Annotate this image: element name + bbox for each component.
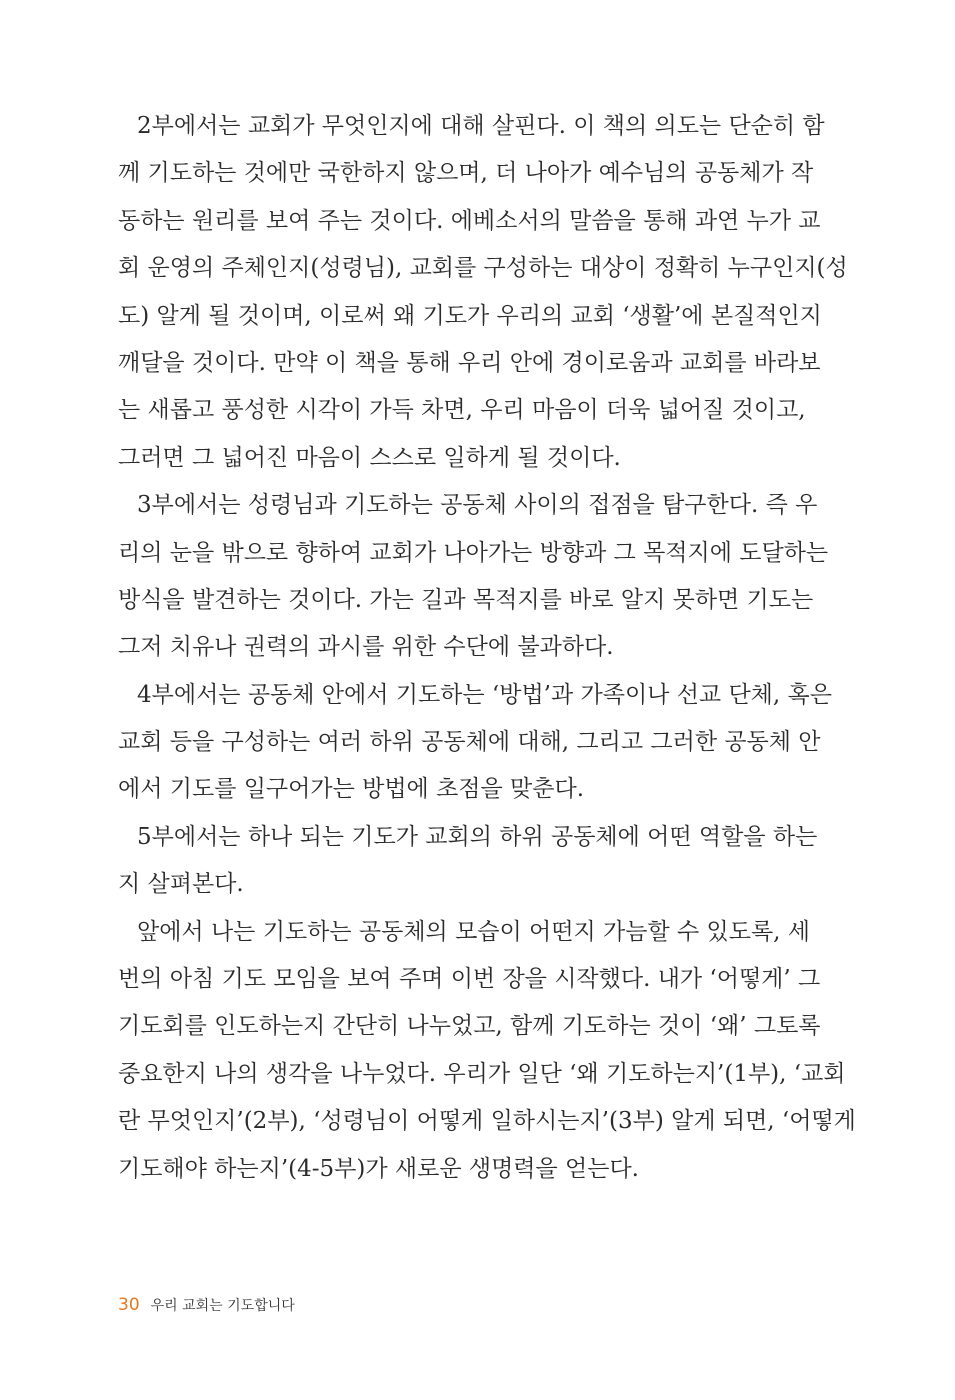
text-line: 5부에서는 하나 되는 기도가 교회의 하위 공동체에 어떤 역할을 하는 (137, 823, 818, 850)
text-line: 번의 아침 기도 모임을 보여 주며 이번 장을 시작했다. 내가 ‘어떻게’ 그 (118, 966, 821, 993)
text-line: 앞에서 나는 기도하는 공동체의 모습이 어떤지 가늠할 수 있도록, 세 (137, 918, 810, 945)
text-line: 동하는 원리를 보여 주는 것이다. 에베소서의 말씀을 통해 과연 누가 교 (118, 207, 821, 234)
text-line: 는 새롭고 풍성한 시각이 가득 차면, 우리 마음이 더욱 넓어질 것이고, (118, 397, 806, 424)
page-number: 30 (118, 1295, 140, 1315)
text-line: 기도해야 하는지’(4-5부)가 새로운 생명력을 얻는다. (118, 1155, 639, 1182)
text-line: 3부에서는 성령님과 기도하는 공동체 사이의 접점을 탐구한다. 즉 우 (137, 492, 818, 519)
text-line: 교회 등을 구성하는 여러 하위 공동체에 대해, 그리고 그러한 공동체 안 (118, 729, 821, 756)
page-footer (118, 1295, 295, 1319)
body-text (118, 103, 856, 1193)
running-title: 우리 교회는 기도합니다 (150, 1298, 295, 1314)
text-line: 그러면 그 넓어진 마음이 스스로 일하게 될 것이다. (118, 444, 621, 471)
text-line: 깨달을 것이다. 만약 이 책을 통해 우리 안에 경이로움과 교회를 바라보 (118, 349, 821, 376)
text-line: 중요한지 나의 생각을 나누었다. 우리가 일단 ‘왜 기도하는지’(1부), ‘교회 (118, 1060, 846, 1087)
text-line: 리의 눈을 밖으로 향하여 교회가 나아가는 방향과 그 목적지에 도달하는 (118, 539, 829, 566)
text-line: 회 운영의 주체인지(성령님), 교회를 구성하는 대상이 정확히 누구인지(성 (118, 255, 848, 282)
text-line: 기도회를 인도하는지 간단히 나누었고, 함께 기도하는 것이 ‘왜’ 그토록 (118, 1013, 821, 1040)
text-line: 에서 기도를 일구어가는 방법에 초점을 맞춘다. (118, 776, 585, 803)
text-line: 4부에서는 공동체 안에서 기도하는 ‘방법’과 가족이나 선교 단체, 혹은 (137, 681, 832, 708)
text-line: 지 살펴본다. (118, 871, 244, 898)
text-line: 께 기도하는 것에만 국한하지 않으며, 더 나아가 예수님의 공동체가 작 (118, 160, 814, 187)
text-line: 도) 알게 될 것이며, 이로써 왜 기도가 우리의 교회 ‘생활’에 본질적인지 (118, 302, 822, 329)
text-line: 그저 치유나 권력의 과시를 위한 수단에 불과하다. (118, 634, 614, 661)
text-line: 란 무엇인지’(2부), ‘성령님이 어떻게 일하시는지’(3부) 알게 되면, ‘어떻게 (118, 1108, 856, 1135)
text-line: 방식을 발견하는 것이다. 가는 길과 목적지를 바로 알지 못하면 기도는 (118, 586, 814, 613)
text-line: 2부에서는 교회가 무엇인지에 대해 살핀다. 이 책의 의도는 단순히 함 (137, 113, 825, 139)
